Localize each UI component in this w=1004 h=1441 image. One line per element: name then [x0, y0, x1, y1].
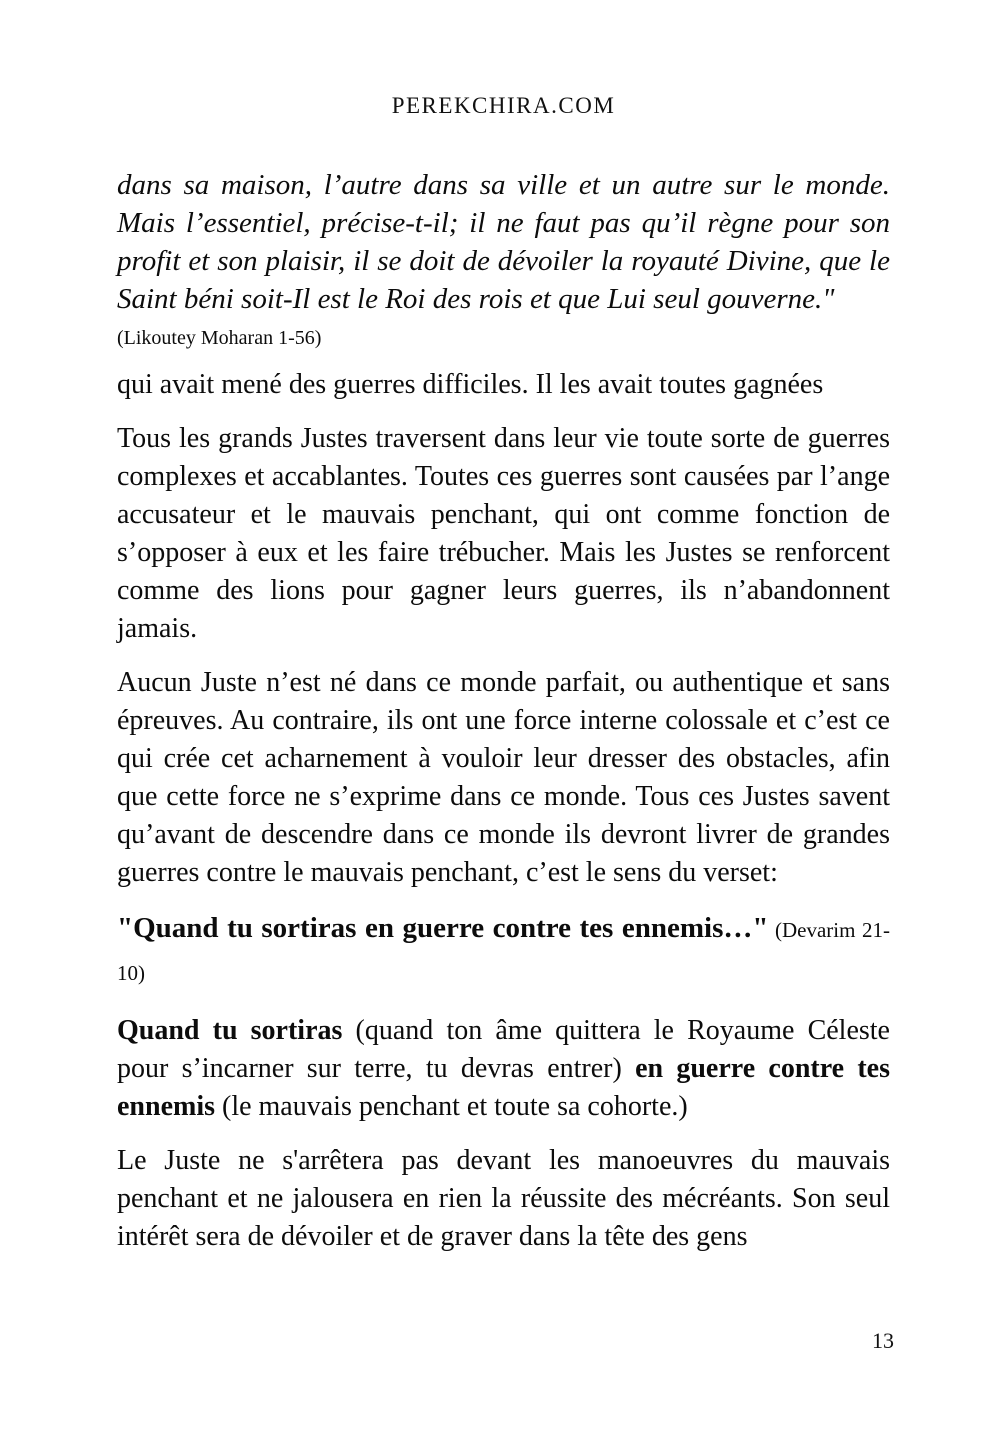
page-footer — [872, 1328, 894, 1354]
section-heading: qui avait mené des guerres difficiles. Il les avait toutes gagnées — [117, 369, 824, 400]
commentary-bold-en-guerre: en guerre contre tes ennemis — [117, 1053, 890, 1122]
quote-italic-continuation: dans sa maison, l’autre dans sa ville et un autre sur le monde. Mais l’essentiel, précise-t-il; il ne faut pas qu’il règne pour son profit et son plaisir, il se doit de dévoiler la royauté Divine, que le Saint béni soit-Il est le Roi des rois et que Lui seul gouverne." — [117, 169, 890, 315]
commentary-regular-2: (le mauvais penchant et toute sa cohorte.) — [215, 1091, 688, 1122]
commentary-bold-quand-tu-sortiras: Quand tu sortiras — [117, 1015, 343, 1046]
page-body — [117, 166, 890, 1256]
paragraph-le-juste: Le Juste ne s'arrêtera pas devant les manoeuvres du mauvais penchant et ne jalousera en rien la réussite des mécréants. Son seul intérêt sera de dévoiler et de graver dans la tête des gens — [117, 1145, 890, 1252]
commentary-regular-1: (quand ton âme quittera le Royaume Céleste pour s’incarner sur terre, tu devras entrer) — [117, 1015, 890, 1084]
verse-reference: (Devarim 21-10) — [117, 918, 890, 985]
quote-citation: (Likoutey Moharan 1-56) — [117, 327, 322, 349]
paragraph-aucun-juste: Aucun Juste n’est né dans ce monde parfait, ou authentique et sans épreuves. Au contraire, ils ont une force interne colossale et c’est ce qui crée cet acharnement à vouloir leur dresser des obstacles, afin que cette force ne s’exprime dans ce monde. Tous ces Justes savent qu’avant de descendre dans ce monde ils devront livrer de grandes guerres contre le mauvais penchant, c’est le sens du verset: — [117, 667, 890, 888]
verse-text: "Quand tu sortiras en guerre contre tes ennemis…" — [117, 912, 769, 944]
running-header: PEREKCHIRA.COM — [391, 93, 616, 118]
page-number: 13 — [872, 1328, 894, 1353]
paragraph-justes-guerres: Tous les grands Justes traversent dans leur vie toute sorte de guerres complexes et accablantes. Toutes ces guerres sont causées par l’ange accusateur et le mauvais penchant, qui ont comme fonction de s’opposer à eux et les faire trébucher. Mais les Justes se renforcent comme des lions pour gagner leurs guerres, ils n’abandonnent jamais. — [117, 423, 890, 644]
verse-paragraph — [117, 908, 890, 996]
paragraph-commentary — [117, 1012, 890, 1126]
